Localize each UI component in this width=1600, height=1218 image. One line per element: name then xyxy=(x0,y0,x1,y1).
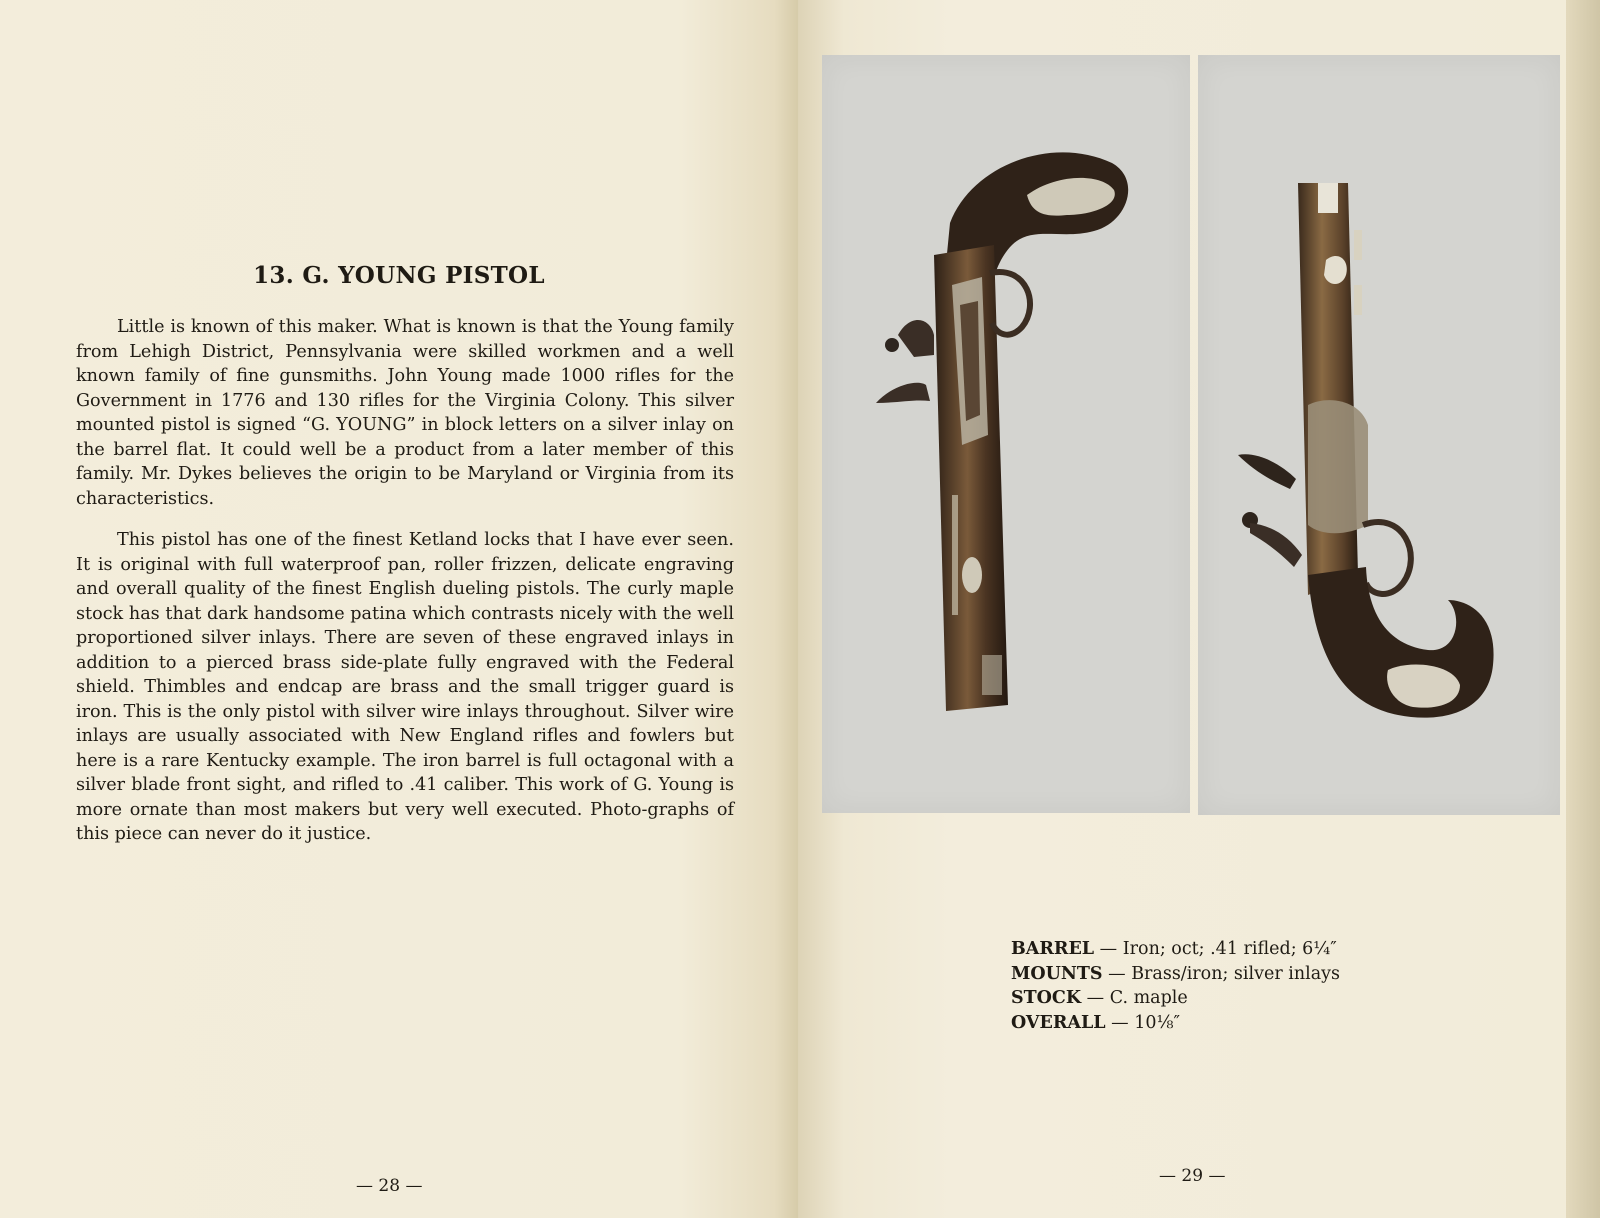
spec-label: MOUNTS xyxy=(1011,963,1103,984)
page-number-left: — 28 — xyxy=(356,1176,423,1196)
spec-value: C. maple xyxy=(1109,988,1188,1008)
page-title: 13. G. YOUNG PISTOL xyxy=(253,262,545,289)
spec-barrel: BARREL — Iron; oct; .41 rifled; 6¼″ xyxy=(1011,939,1337,959)
spec-value: 10⅛″ xyxy=(1134,1012,1181,1033)
left-page xyxy=(0,0,798,1218)
specifications xyxy=(1011,937,1340,1035)
body-paragraph-1 xyxy=(76,315,734,511)
spec-mounts: MOUNTS — Brass/iron; silver inlays xyxy=(1011,963,1341,984)
paragraph-text: This pistol has one of the finest Ketland locks that I have ever seen. It is original with full waterproof pan, roller frizzen, delicate engraving and overall quality of the finest English dueling pistols. The curly maple stock has that dark handsome patina which contrasts nicely with the well proportioned silver inlays. There are seven of these engraved inlays in addition to a pierced brass side-plate fully engraved with the Federal shield. Thimbles and endcap are brass and the small trigger guard is iron. This is the only pistol with silver wire inlays throughout. Silver wire inlays are usually associated with New England rifles and fowlers but here is a rare Kentucky example. The iron barrel is full octagonal with a silver blade front sight, and rifled to .41 caliber. This work of G. Young is more ornate than most makers but very well executed. Photo-graphs of this piece can never do it justice. xyxy=(76,530,734,844)
pistol-photo-left-side xyxy=(822,55,1190,813)
spec-value: Iron; oct; .41 rifled; 6¼″ xyxy=(1122,939,1337,959)
paragraph-text: Little is known of this maker. What is known is that the Young family from Lehigh District, Pennsylvania were skilled workmen and a well known family of fine gunsmiths. John Young made 1000 rifles for the Government in 1776 and 130 rifles for the Virginia Colony. This silver mounted pistol is signed “G. YOUNG” in block letters on a silver inlay on the barrel flat. It could well be a product from a later member of this family. Mr. Dykes believes the origin to be Maryland or Virginia from its characteristics. xyxy=(76,317,734,509)
spec-label: BARREL xyxy=(1011,939,1095,959)
pistol-photo-right-side xyxy=(1198,55,1560,815)
spec-label: OVERALL xyxy=(1011,1012,1106,1033)
spec-stock: STOCK — C. maple xyxy=(1011,988,1188,1008)
spec-label: STOCK xyxy=(1011,988,1082,1008)
pistol-illustration xyxy=(822,55,1190,813)
page-number-right: — 29 — xyxy=(1159,1166,1226,1186)
pistol-illustration xyxy=(1198,55,1560,815)
page-edge xyxy=(1566,0,1600,1218)
body-paragraph-2 xyxy=(76,528,734,847)
spec-value: Brass/iron; silver inlays xyxy=(1131,963,1341,984)
spec-overall: OVERALL — 10⅛″ xyxy=(1011,1012,1181,1033)
